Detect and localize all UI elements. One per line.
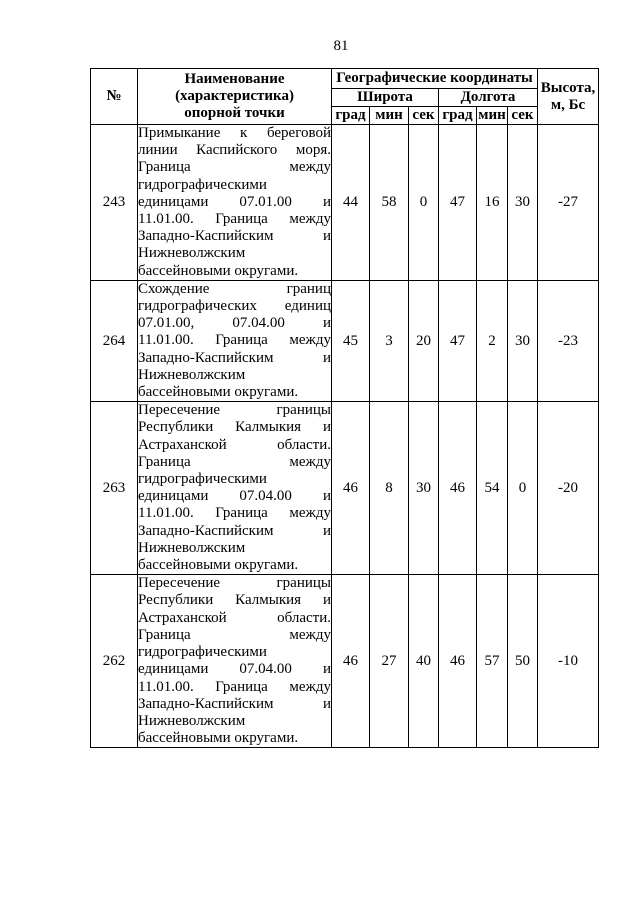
- description-line: Западно-Каспийским и: [138, 522, 331, 539]
- latitude-deg-cell: 46: [332, 402, 370, 575]
- table-row: [91, 402, 599, 575]
- point-description-cell: [138, 125, 332, 281]
- description-line: 11.01.00. Граница между: [138, 505, 331, 522]
- header-latitude: Широта: [332, 89, 439, 107]
- header-latitude-min: мин: [370, 107, 409, 125]
- height-cell: -10: [538, 575, 599, 748]
- reference-points-table: [90, 68, 599, 748]
- description-line: 11.01.00. Граница между: [138, 211, 331, 228]
- description-line: единицами 07.04.00 и: [138, 661, 331, 678]
- longitude-sec-cell: 30: [508, 280, 538, 401]
- description-line: гидрографическими: [138, 644, 267, 661]
- header-name: [138, 69, 332, 125]
- latitude-deg-cell: 46: [332, 575, 370, 748]
- latitude-sec-cell: 30: [409, 402, 439, 575]
- longitude-sec-cell: 0: [508, 402, 538, 575]
- longitude-min-cell: 2: [477, 280, 508, 401]
- latitude-deg-cell: 44: [332, 125, 370, 281]
- point-description-cell: [138, 280, 332, 401]
- height-cell: -27: [538, 125, 599, 281]
- table-row: [91, 125, 599, 281]
- description-line: Нижневолжским: [138, 245, 246, 262]
- description-line: Республики Калмыкия и: [138, 419, 331, 436]
- table-row: [91, 575, 599, 748]
- latitude-sec-cell: 20: [409, 280, 439, 401]
- description-line: 11.01.00. Граница между: [138, 678, 331, 695]
- latitude-sec-cell: 40: [409, 575, 439, 748]
- header-longitude: Долгота: [439, 89, 538, 107]
- description-line: бассейновыми округами.: [138, 557, 299, 574]
- table-body: [91, 125, 599, 748]
- point-description-cell: [138, 575, 332, 748]
- header-latitude-sec: сек: [409, 107, 439, 125]
- header-latitude-deg: град: [332, 107, 370, 125]
- description-line: Астраханской области.: [138, 609, 331, 626]
- description-line: Западно-Каспийским и: [138, 695, 331, 712]
- table-row: [91, 280, 599, 401]
- height-cell: -23: [538, 280, 599, 401]
- header-longitude-deg: град: [439, 107, 477, 125]
- description-line: Нижневолжским: [138, 366, 246, 383]
- header-row: [91, 69, 599, 89]
- point-number-cell: 264: [91, 280, 138, 401]
- description-line: Астраханской области.: [138, 436, 331, 453]
- point-description-cell: [138, 402, 332, 575]
- description-line: Нижневолжским: [138, 712, 246, 729]
- longitude-deg-cell: 47: [439, 280, 477, 401]
- description-line: единицами 07.04.00 и: [138, 488, 331, 505]
- description-line: Западно-Каспийским и: [138, 349, 331, 366]
- description-line: гидрографическими: [138, 176, 267, 193]
- height-cell: -20: [538, 402, 599, 575]
- description-line: Граница между: [138, 453, 331, 470]
- latitude-deg-cell: 45: [332, 280, 370, 401]
- longitude-sec-cell: 50: [508, 575, 538, 748]
- header-height-line: м, Бс: [550, 96, 586, 113]
- longitude-deg-cell: 47: [439, 125, 477, 281]
- header-longitude-min: мин: [478, 107, 506, 123]
- description-line: гидрографическими: [138, 471, 267, 488]
- point-number-cell: 243: [91, 125, 138, 281]
- header-height-line: Высота,: [540, 79, 596, 96]
- description-line: Западно-Каспийским и: [138, 228, 331, 245]
- page-number: 81: [333, 38, 349, 54]
- header-number: №: [91, 69, 138, 125]
- description-line: Пересечение границы: [138, 402, 331, 419]
- latitude-min-cell: 58: [370, 125, 409, 281]
- latitude-min-cell: 8: [370, 402, 409, 575]
- longitude-sec-cell: 30: [508, 125, 538, 281]
- description-line: гидрографических единиц: [138, 298, 331, 315]
- description-line: бассейновыми округами.: [138, 262, 299, 279]
- latitude-sec-cell: 0: [409, 125, 439, 281]
- latitude-min-cell: 3: [370, 280, 409, 401]
- longitude-min-cell: 16: [477, 125, 508, 281]
- description-line: Граница между: [138, 626, 331, 643]
- header-name-line: опорной точки: [184, 105, 285, 121]
- description-line: бассейновыми округами.: [138, 384, 299, 401]
- description-line: Примыкание к береговой: [138, 125, 331, 141]
- longitude-min-cell: 54: [477, 402, 508, 575]
- description-line: 07.01.00, 07.04.00 и: [138, 315, 331, 332]
- description-line: линии Каспийского моря.: [138, 142, 331, 159]
- table-header: [91, 69, 599, 125]
- header-name-line: (характеристика): [175, 88, 294, 104]
- header-height: [538, 69, 599, 125]
- description-line: Схождение границ: [138, 280, 331, 297]
- longitude-deg-cell: 46: [439, 402, 477, 575]
- description-line: Пересечение границы: [138, 575, 331, 592]
- longitude-min-cell: 57: [477, 575, 508, 748]
- longitude-deg-cell: 46: [439, 575, 477, 748]
- point-number-cell: 263: [91, 402, 138, 575]
- header-longitude-sec: сек: [508, 107, 538, 125]
- description-line: бассейновыми округами.: [138, 730, 299, 747]
- header-coordinates: Географические координаты: [332, 69, 538, 89]
- description-line: Республики Калмыкия и: [138, 592, 331, 609]
- description-line: 11.01.00. Граница между: [138, 332, 331, 349]
- description-line: единицами 07.01.00 и: [138, 193, 331, 210]
- latitude-min-cell: 27: [370, 575, 409, 748]
- header-name-line: Наименование: [184, 71, 285, 87]
- description-line: Граница между: [138, 159, 331, 176]
- point-number-cell: 262: [91, 575, 138, 748]
- description-line: Нижневолжским: [138, 539, 246, 556]
